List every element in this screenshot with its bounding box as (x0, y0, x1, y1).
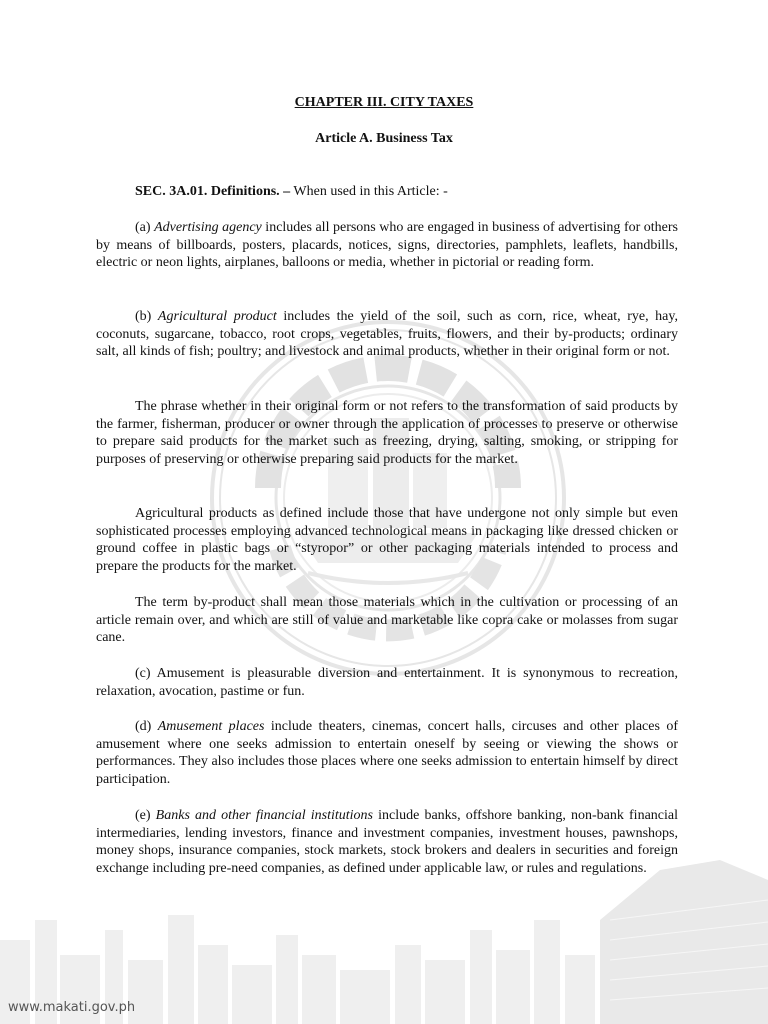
definition-lead: (e) (135, 808, 156, 823)
definition-advertising-agency (96, 219, 678, 272)
definition-lead: (b) (135, 309, 158, 324)
section-number-title: SEC. 3A.01. Definitions. – (135, 184, 291, 199)
definition-lead: (a) (135, 220, 155, 235)
definition-text: include banks, offshore banking, non-bank financial intermediaries, lending investors, finance and investment companies, investment houses, pawnshops, money shops, insurance companies, stock markets, stock brokers and dealers in securities and foreign exchange including pre-need companies, as defined under applicable law, or rules and regulations. (96, 808, 678, 876)
chapter-title: CHAPTER III. CITY TAXES (294, 95, 474, 110)
definition-text: include theaters, cinemas, concert halls, circuses and other places of amusement where one seeks admission to entertain oneself by seeing or viewing the shows or performances. They also includes those places where one seeks admission to entertain himself by direct participation. (96, 719, 678, 787)
paragraph-by-product: The term by-product shall mean those materials which in the cultivation or processing of an article remain over, and which are still of value and marketable like copra cake or molasses from sugar cane. (96, 595, 678, 646)
section-heading (135, 184, 448, 200)
footer-website-url: www.makati.gov.ph (8, 1000, 136, 1015)
definition-amusement-places (96, 718, 678, 788)
paragraph-agricultural-products: Agricultural products as defined include those that have undergone not only simple but even sophisticated processes employing advanced technological means in packaging like dressed chicken or ground coffee in plastic bags or “styropor” or other packaging materials intended to process and prepare the products for the market. (96, 506, 678, 574)
definition-text: includes all persons who are engaged in business of advertising for others by means of billboards, posters, placards, notices, signs, directories, pamphlets, leaflets, handbills, electric or neon lights, airplanes, balloons or media, whether in pictorial or reading form. (96, 220, 679, 271)
defined-term: Advertising agency (154, 220, 262, 235)
defined-term: Agricultural product (157, 309, 277, 324)
definition-text: includes the yield of the soil, such as corn, rice, wheat, rye, hay, coconuts, sugarcane, tobacco, root crops, vegetables, fruits, flowers, and their by-products; ordinary salt, all kinds of fish; poultry; and livestock and animal products, whether in their original form or not. (96, 309, 678, 360)
paragraph-original-form: The phrase whether in their original form or not refers to the transformation of said products by the farmer, fisherman, producer or owner through the application of processes to preserve or otherwise to prepare said products for the market such as freezing, drying, salting, smoking, or stripping for purposes of preserving or otherwise preparing said products for the market. (96, 399, 678, 467)
definition-lead: (d) (135, 719, 158, 734)
article-title: Article A. Business Tax (315, 131, 453, 146)
definition-amusement: (c) Amusement is pleasurable diversion and entertainment. It is synonymous to recreation, relaxation, avocation, pastime or fun. (96, 666, 678, 699)
definition-banks-financial-institutions (96, 807, 678, 877)
section-intro: When used in this Article: - (290, 184, 448, 199)
defined-term: Amusement places (157, 719, 265, 734)
defined-term: Banks and other financial institutions (155, 808, 373, 823)
definition-agricultural-product (96, 308, 678, 361)
